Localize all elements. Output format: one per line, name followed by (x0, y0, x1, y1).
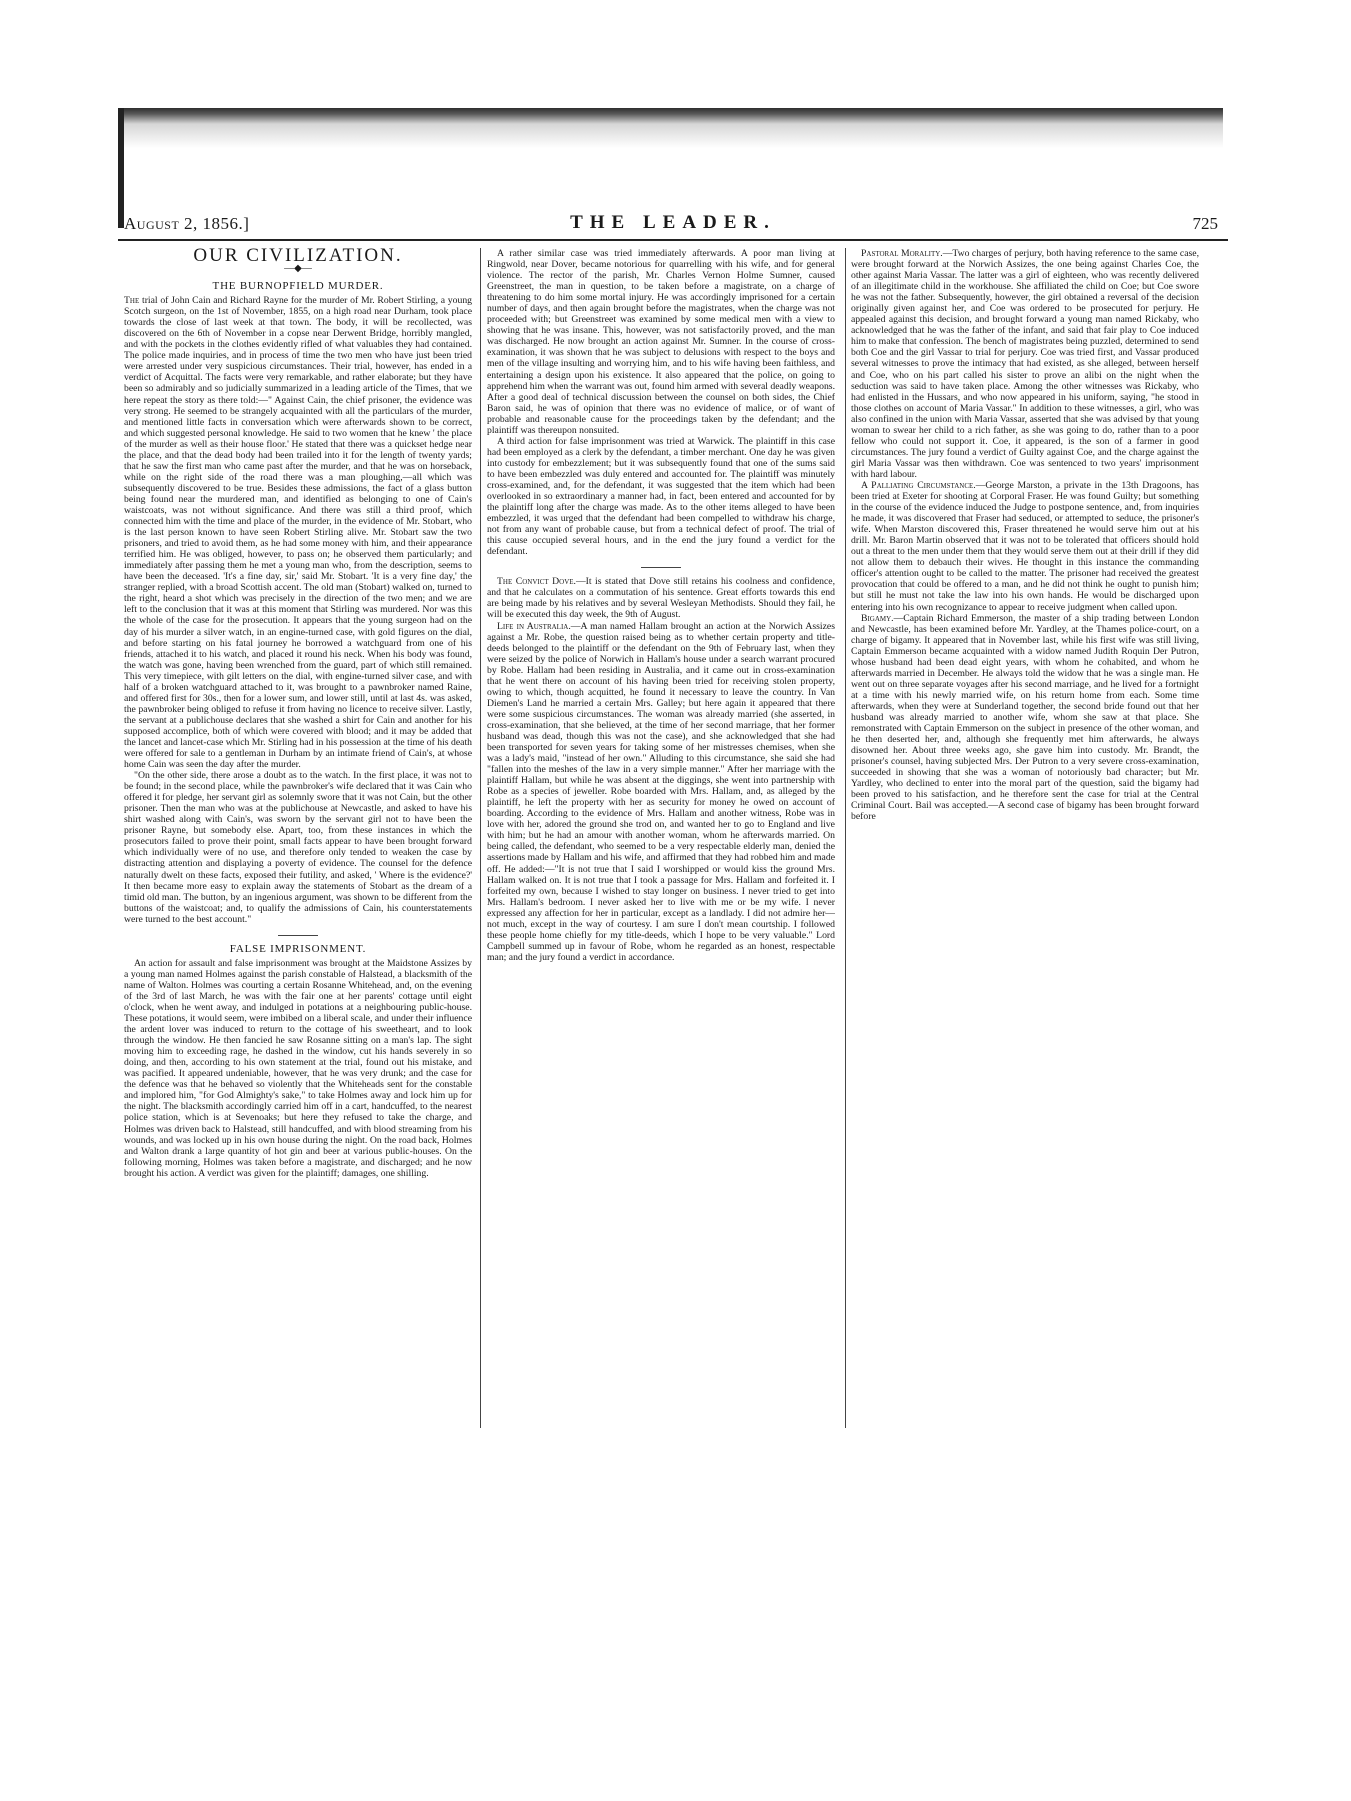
article-heading-false-imprisonment: FALSE IMPRISONMENT. (229, 942, 367, 955)
section-ornament: —◆— (284, 263, 312, 275)
paragraph-text: trial of John Cain and Richard Rayne for the murder of Mr. Robert Stirling, a young Scotch surgeon, on the 1st of November, 1855, on a high road near Durham, took place towards the close of last week at that town. The body, it will be recollected, was discovered on the 6th of November in a copse near Derwent Bridge, horribly mangled, and with the pockets in the clothes evidently rifled of what valuables they had contained. The police made inquiries, and in process of time the two men who have just been tried were arrested under very suspicious circumstances. Their trial, however, has ended in a verdict of Acquittal. The facts were very remarkable, and rather elaborate; but they have been so admirably and so judicially summarized in a leading article of the Times, that we here repeat the story as there told:—" Against Cain, the chief prisoner, the evidence was very strong. He seemed to be strangely acquainted with all the particulars of the murder, and mentioned little facts in conversation which were afterwards shown to be correct, and which suggested personal knowledge. He said to two women that he knew ' the place of the murder as well as their house floor.' He stated that there was a quickset hedge near the place, and that the dead body had been trailed into it for the length of twenty yards; that he saw the first man who came past after the murder, and that he was on horseback, while on the right side of the road there was a man ploughing,—all which was subsequently discovered to be true. Besides these admissions, the fact of a glass button being found near the murdered man, and identified as belonging to one of Cain's waistcoats, was not without significance. And there was still a third proof, which connected him with the time and place of the murder, in the evidence of Mr. Stobart, who is the last person known to have seen Robert Stirling alive. Mr. Stobart saw the two prisoners, and tried to avoid them, as he had some money with him, and their appearance terrified him. He was obliged, however, to pass on; he observed them particularly; and immediately after passing them he met a young man who, from the description, seems to have been the deceased. 'It's a fine day, sir,' said Mr. Stobart. 'It is a very fine day,' the stranger replied, with a broad Scottish accent. The old man (Stobart) walked on, turned to the right, heard a shot which was precisely in the direction of the two men; and we are left to the conclusion that it was at this moment that Stirling was murdered. Nor was this the whole of the case for the prosecution. It appears that the young surgeon had on the day of his murder a silver watch, in an engine-turned case, with gold figures on the dial, and before starting on his fatal journey he borrowed a watchguard from one of his friends, attached it to his watch, and placed it round his neck. When his body was found, the watch was gone, having been wrenched from the guard, part of which still remained. This very timepiece, with gilt letters on the dial, with engine-turned silver case, and with half of a broken watchguard attached to it, was brought to a pawnbroker named Raine, and offered first for 30s., then for a lower sum, and lower still, until at last 4s. was asked, the pawnbroker being obliged to refuse it from having no licence to receive silver. Lastly, the servant at a publichouse declares that she washed a shirt for Cain and another for his supposed accomplice, both of which were covered with blood; and it may be added that the lancet and lancet-case which Mr. Stirling had in his possession at the time of his death were offered for sale to a gentleman in Durham by an intimate friend of Cain's, at whose home Cain was seen the day after the murder. (124, 295, 472, 771)
article-separator (278, 935, 318, 936)
page-number: 725 (1192, 214, 1218, 233)
column-divider (480, 248, 481, 1428)
lead-in: The (124, 295, 140, 307)
lead-in: Bigamy. (861, 612, 894, 624)
lead-in: Life in Australia. (497, 620, 571, 632)
article-separator (641, 567, 681, 568)
paragraph-text: —George Marston, a private in the 13th Dragoons, has been tried at Exeter for shooting at Corporal Fraser. He was found Guilty; but something in the course of the evidence induced the Judge to postpone sentence, and, from inquiries he made, it was discovered that Fraser had seduced, or attempted to seduce, the prisoner's wife. When Marston discovered this, Fraser threatened he would serve him out at his drill. Mr. Baron Martin observed that it was not to be tolerated that officers should hold out a threat to the men under them that they would serve them out at their drill if they did not allow them to debauch their wives. He thought in this instance the commanding officer's attention ought to be called to the matter. The prisoner had received the greatest provocation that could be offered to a man, and he did not think he ought to punish him; but still he must not take the law into his own hands. He would be discharged upon entering into his own recognizance to appear to receive judgment when called upon. (851, 479, 1199, 613)
article-paragraph (124, 295, 472, 770)
column-3 (851, 248, 1199, 1428)
article-paragraph: A rather similar case was tried immediately afterwards. A poor man living at Ringwold, near Dover, became notorious for quarrelling with his wife, and for general violence. The rector of the parish, Mr. Charles Vernon Holme Sumner, caused Greenstreet, the man in question, to be taken before a magistrate, on a charge of threatening to do him some mortal injury. He was accordingly imprisoned for a certain number of days, and then again brought before the magistrates, when the charge was not proceeded with; but Greenstreet was examined by some medical men with a view to showing that he was insane. This, however, was not satisfactorily proved, and the man was discharged. He now brought an action against Mr. Sumner. In the course of cross-examination, it was shown that he was subject to delusions with respect to the boys and men of the village insulting and worrying him, and to his wife having been faithless, and entertaining a design upon his existence. It also appeared that the police, on going to apprehend him when the warrant was out, found him armed with several deadly weapons. After a good deal of technical discussion between the counsel on both sides, the Chief Baron said, he was of opinion that there was no evidence of malice, or of want of probable and reasonable cause for the proceedings taken by the defendant; and the plaintiff was thereupon nonsuited. (487, 248, 835, 436)
column-divider (845, 248, 846, 1428)
lead-in: Pastoral Morality. (861, 248, 943, 259)
column-2 (487, 248, 835, 1428)
paragraph-text: —A man named Hallam brought an action at the Norwich Assizes against a Mr. Robe, the question raised being as to whether certain property and title-deeds belonged to the plaintiff or the defendant on the 9th of February last, when they were seized by the police of Norwich in Hallam's house under a search warrant procured by Robe. Hallam had been residing in Australia, and it came out in cross-examination that he went there on account of his having been tried for receiving stolen property, owing to which, though acquitted, he found it necessary to leave the country. In Van Diemen's Land he married a certain Mrs. Galley; but here again it appeared that there were some suspicious circumstances. The woman was already married (she asserted, in cross-examination, that she believed, at the time of her second marriage, that her former husband was dead, though this was not the case), and she acknowledged that she had been transported for seven years for taking some of her mistresses chemises, when she was a lady's maid, "instead of her own." Alluding to this circumstance, she said she had "fallen into the meshes of the law in a very simple manner." After her marriage with the plaintiff Hallam, but while he was absent at the diggings, she went into partnership with Robe as a species of jeweller. Robe boarded with Mrs. Hallam, and, as alleged by the plaintiff, he left the property with her as security for money he owed on account of boarding. According to the evidence of Mrs. Hallam and another witness, Robe was in love with her, adored the ground she trod on, and wanted her to go to England and live with him; but he had an amour with another woman, whom he afterwards married. On being called, the defendant, who seemed to be a very respectable elderly man, denied the assertions made by Hallam and his wife, and affirmed that they had robbed him and made off. He added:—"It is not true that I said I worshipped or would kiss the ground Mrs. Hallam walked on. It is not true that I took a passage for Mrs. Hallam and forfeited it. I forfeited my own, because I wished to stay longer on business. I never tried to get into Mrs. Hallam's bedroom. I never asked her to live with me or be my wife. I never expressed any affection for her in particular, except as a landlady. I did not admire her—not much, except in the way of courtesy. I am sure I don't mean courtship. I followed these people home chiefly for my title-deeds, which I hope to be very valuable." Lord Campbell summed up in favour of Robe, whom he regarded as an honest, respectable man; and the jury found a verdict in accordance. (487, 620, 835, 963)
article-heading-burnopfield: THE BURNOPFIELD MURDER. (212, 280, 384, 293)
article-paragraph: "On the other side, there arose a doubt as to the watch. In the first place, it was not to be found; in the second place, while the pawnbroker's wife declared that it was Cain who offered it for pledge, her servant girl as solemnly swore that it was not Cain, but the other prisoner. Then the man who was at the publichouse at Newcastle, and asked to have his shirt washed along with Cain's, was sworn by the servant girl not to have been the prisoner Rayne, but somebody else. Apart, too, from these instances in which the prosecutors failed to prove their point, small facts appear to have been brought forward which individually were of no use, and therefore only tended to weaken the case by distracting attention and displaying a poverty of evidence. The counsel for the defence naturally dwelt on these facts, exposed their futility, and asked, ' Where is the evidence?' It then became more easy to explain away the statements of Stobart as the dream of a timid old man. The button, by an ingenious argument, was shown to be different from the buttons of the waistcoat; and, to qualify the admissions of Cain, his counterstatements were turned to the best account." (124, 770, 472, 925)
section-title: OUR CIVILIZATION. (193, 248, 403, 266)
news-item-palliating-circumstance (851, 480, 1199, 613)
article-paragraph-continued: An action for assault and false imprisonment was brought at the Maidstone Assizes by a young man named Holmes against the parish constable of Halstead, a blacksmith of the name of Walton. Holmes was courting a certain Rosanne Whitehead, and, on the evening of the 3rd of last March, he was with the fair one at her parents' cottage until eight o'clock, when he went away, and indulged in potations at a neighbouring public-house. These potations, it would seem, were imbibed on a liberal scale, and under their influence the ardent lover was induced to return to the cottage of his sweetheart, and to look through the window. He then fancied he saw Rosanne sitting on a man's lap. The sight moving him to exceeding rage, he dashed in the window, cut his hands severely in so doing, and then, according to his own statement at the trial, found out his mistake, and was pacified. It appeared undeniable, however, that he was very drunk; and the case for the defence was that he behaved so violently that the Whiteheads sent for the constable and implored him, "for God Almighty's sake," to take Holmes away and lock him up for the night. The blacksmith accordingly carried him off in a cart, handcuffed, to the nearest police station, which is at Sevenoaks; but here they refused to take the charge, and Holmes was driven back to Halstead, still handcuffed, and with blood streaming from his wounds, and was locked up in his own house during the night. On the road back, Holmes and Walton drank a large quantity of hot gin and beer at various public-houses. On the following morning, Holmes was taken before a magistrate, and discharged; and he now brought his action. A verdict was given for the plaintiff; damages, one shilling. (124, 957, 472, 1179)
issue-date: August 2, 1856.] (124, 214, 250, 233)
news-item-bigamy (851, 613, 1199, 823)
paragraph-text: —Captain Richard Emmerson, the master of a ship trading between London and Newcastle, has been examined before Mr. Yardley, at the Thames police-court, on a charge of bigamy. It appeared that in November last, while his first wife was still living, Captain Emmerson became acquainted with a widow named Judith Roquin Der Putron, whose husband had been dead eight years, with whom he cohabited, and whom he afterwards married in December. He always told the widow that he was a single man. He went out on three separate voyages after his second marriage, and he lived for a fortnight at a time with his newly married wife, on his return home from each. Some time afterwards, when they were at Sunderland together, the second bride found out that her husband was already married to another wife, whom she saw at that place. She remonstrated with Captain Emmerson on the subject in presence of the other woman, and he then deserted her, and, although she frequently met him afterwards, he always disowned her. About three weeks ago, she gave him into custody. Mr. Brandt, the prisoner's counsel, having subjected Mrs. Der Putron to a very severe cross-examination, succeeded in showing that she was a woman of notoriously bad character; but Mr. Yardley, who declined to enter into the moral part of the question, said the bigamy had been proved to his satisfaction, and he therefore sent the case for trial at the Central Criminal Court. Bail was accepted.—A second case of bigamy has been brought forward before (851, 612, 1199, 823)
column-1 (124, 248, 472, 1428)
lead-in: A Palliating Circumstance. (861, 479, 976, 491)
news-item-pastoral-morality (851, 248, 1199, 480)
paragraph-text: —It is stated that Dove still retains his coolness and confidence, and that he calculates on a commutation of his sentence. Great efforts towards this end are being made by his relatives and by several Wesleyan Methodists. Should they fail, he will be executed this day week, the 9th of August. (487, 576, 835, 621)
scan-edge-shadow (118, 108, 1223, 216)
masthead (118, 210, 1228, 240)
lead-in: The Convict Dove. (497, 576, 576, 588)
paragraph-text: —Two charges of perjury, both having reference to the same case, were brought forward at the Norwich Assizes, the one being against Charles Coe, the other against Maria Vassar. The latter was a girl of eighteen, who was recently delivered of an illegitimate child in the workhouse. She affiliated the child on Coe; but Coe swore he was not the father. Subsequently, however, the girl obtained a reversal of the decision originally given against her, and Coe was ordered to be prosecuted for perjury. He appealed against this decision, and brought forward a young man named Rickaby, who acknowledged that he was the father of the infant, and said that fair play to Coe induced him to make that confession. The bench of magistrates being puzzled, determined to send both Coe and the girl Vassar to trial for perjury. Coe was tried first, and Vassar produced several witnesses to prove the intimacy that had existed, as she alleged, between herself and Coe, who on his part called his sister to prove an alibi on the night when the seduction was said to have taken place. Among the other witnesses was Rickaby, who had enlisted in the Hussars, and who now appeared in his uniform, saying, "he stood in those clothes on account of Maria Vassar." In addition to these witnesses, a girl, who was also confined in the union with Maria Vassar, asserted that she was advised by that young woman to swear her child to a rich father, as she was going to do, rather than to a poor fellow who could not support it. Coe, it appeared, is the son of a farmer in good circumstances. The jury found a verdict of Guilty against Coe, and the charge against the girl Maria Vassar was then withdrawn. Coe was sentenced to two years' imprisonment with hard labour. (851, 248, 1199, 480)
news-item-convict-dove (487, 576, 835, 620)
masthead-rule (118, 239, 1228, 241)
news-item-life-in-australia (487, 621, 835, 963)
article-paragraph: A third action for false imprisonment was tried at Warwick. The plaintiff in this case had been employed as a clerk by the defendant, a timber merchant. One day he was given into custody for embezzlement; but it was subsequently found that one of the sums said to have been embezzled was duly entered and accounted for. The plaintiff was minutely cross-examined, and, for the defendant, it was suggested that the item which had been overlooked in so extraordinary a manner had, in fact, been entered and accounted for by the plaintiff long after the charge was made. As to the other items alleged to have been embezzled, it was urged that the defendant had been compelled to withdraw his charge, not from any want of probable cause, but from a technical defect of proof. The trial of this cause occupied several hours, and in the end the jury found a verdict for the defendant. (487, 435, 835, 558)
newspaper-title: THE LEADER. (570, 212, 776, 233)
